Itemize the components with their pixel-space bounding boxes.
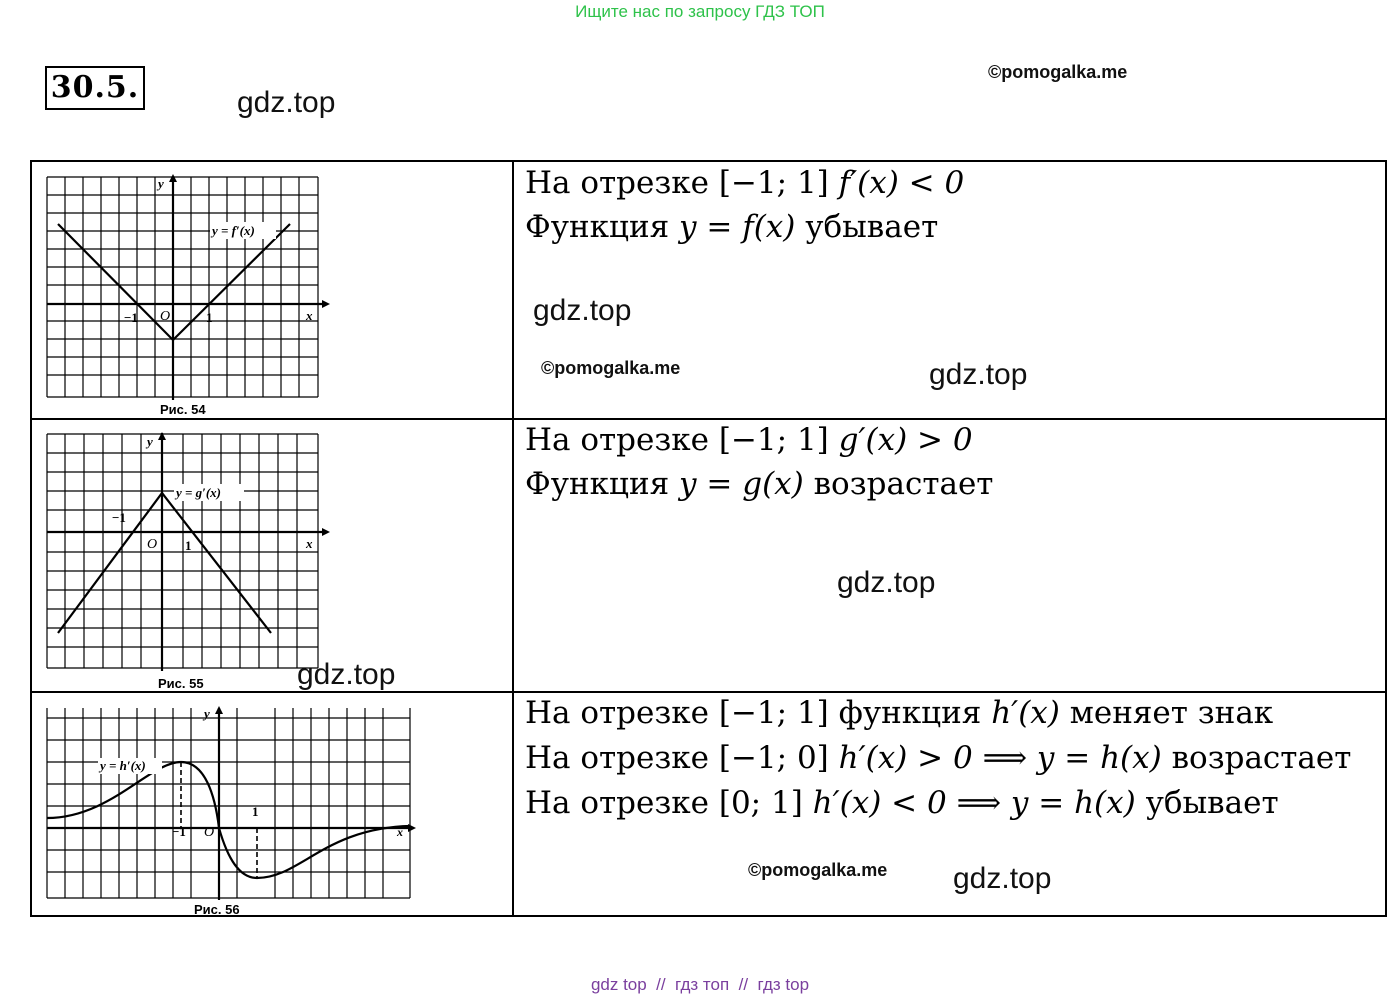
graph-label: y = f′(x) bbox=[212, 223, 255, 238]
problem-number: 30.5. bbox=[45, 66, 145, 110]
tick-pos-label: 1 bbox=[185, 538, 192, 553]
formula: y = g(x) bbox=[679, 466, 804, 502]
formula: h′(x) < 0 ⟹ y = h(x) bbox=[812, 785, 1136, 821]
interval: [−1; 1] bbox=[718, 422, 829, 458]
watermark-gdz: gdz.top bbox=[929, 358, 1028, 391]
line-text: На отрезке bbox=[525, 422, 719, 458]
line-text: убывает bbox=[795, 209, 939, 245]
watermark-pomogalka: ©pomogalka.me bbox=[988, 62, 1128, 82]
figure-56 bbox=[40, 700, 420, 918]
watermark-pomogalka: ©pomogalka.me bbox=[541, 358, 681, 378]
origin-label: O bbox=[160, 309, 171, 324]
row3-line1 bbox=[525, 691, 1273, 735]
row2-line2 bbox=[525, 462, 993, 506]
line-text: функция bbox=[828, 695, 992, 731]
formula: g′(x) > 0 bbox=[838, 422, 973, 458]
tick-neg-label: −1 bbox=[112, 510, 126, 525]
figure-caption: Рис. 54 bbox=[160, 402, 206, 417]
tick-pos-label: 1 bbox=[252, 804, 259, 819]
watermark-gdz: gdz.top bbox=[837, 566, 936, 599]
axis-x-label: x bbox=[306, 308, 313, 323]
line-text bbox=[803, 785, 813, 821]
line-text: На отрезке bbox=[525, 695, 719, 731]
formula: y = f(x) bbox=[679, 209, 796, 245]
tick-pos-label: 1 bbox=[206, 310, 213, 325]
row3-line2 bbox=[525, 736, 1351, 780]
figure-55 bbox=[40, 426, 330, 692]
line-text: возрастает bbox=[803, 466, 994, 502]
axis-y-label: y bbox=[204, 706, 210, 721]
line-text: Функция bbox=[525, 466, 680, 502]
formula: f′(x) < 0 bbox=[838, 165, 965, 201]
line-text bbox=[829, 422, 839, 458]
origin-label: O bbox=[204, 825, 215, 840]
watermark-gdz: gdz.top bbox=[237, 86, 336, 119]
origin-label: O bbox=[147, 537, 158, 552]
line-text: убывает bbox=[1135, 785, 1279, 821]
interval: [0; 1] bbox=[718, 785, 803, 821]
axis-x-label: x bbox=[397, 825, 403, 839]
line-text: возрастает bbox=[1161, 740, 1352, 776]
column-divider bbox=[512, 162, 514, 915]
interval: [−1; 0] bbox=[718, 740, 829, 776]
figure-54 bbox=[40, 168, 330, 418]
graph-label: y = g′(x) bbox=[176, 485, 221, 500]
line-text bbox=[829, 740, 839, 776]
row2-line1 bbox=[525, 418, 973, 462]
interval: [−1; 1] bbox=[718, 165, 829, 201]
watermark-pomogalka: ©pomogalka.me bbox=[748, 860, 888, 880]
row3-line3 bbox=[525, 781, 1279, 825]
line-text bbox=[829, 165, 839, 201]
row1-line2 bbox=[525, 205, 938, 249]
tick-neg-label: −1 bbox=[124, 310, 138, 325]
line-text: меняет знак bbox=[1059, 695, 1274, 731]
axis-x-label: x bbox=[306, 536, 313, 551]
search-banner: Ищите нас по запросу ГДЗ ТОП bbox=[575, 2, 825, 21]
figure-caption: Рис. 55 bbox=[158, 676, 204, 691]
formula: h′(x) > 0 ⟹ y = h(x) bbox=[838, 740, 1162, 776]
graph-label: y = h′(x) bbox=[100, 758, 146, 773]
axis-y-label: y bbox=[147, 434, 153, 449]
line-text: На отрезке bbox=[525, 165, 719, 201]
line-text: Функция bbox=[525, 209, 680, 245]
row1-line1 bbox=[525, 161, 964, 205]
tick-neg-label: −1 bbox=[172, 824, 186, 839]
line-text: На отрезке bbox=[525, 785, 719, 821]
figure-caption: Рис. 56 bbox=[194, 902, 240, 917]
line-text: На отрезке bbox=[525, 740, 719, 776]
watermark-gdz: gdz.top bbox=[297, 658, 396, 691]
axis-y-label: y bbox=[158, 176, 164, 191]
footer-links[interactable]: gdz top // гдз топ // гдз top bbox=[590, 975, 810, 994]
watermark-gdz: gdz.top bbox=[953, 862, 1052, 895]
interval: [−1; 1] bbox=[718, 695, 829, 731]
watermark-gdz: gdz.top bbox=[533, 294, 632, 327]
formula: h′(x) bbox=[991, 695, 1060, 731]
